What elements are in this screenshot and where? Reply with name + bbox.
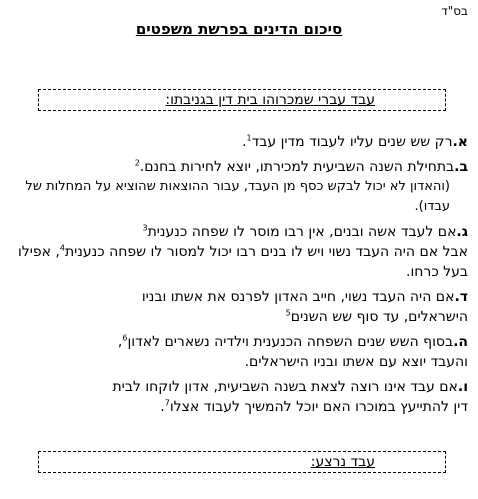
item-text-tail: . [160, 399, 165, 415]
list-item [8, 287, 468, 327]
item-letter: ו. [457, 379, 468, 395]
list-item [8, 157, 468, 217]
rulings-list [8, 132, 468, 422]
item-text-tail: , [117, 334, 123, 350]
item-letter: ד. [454, 289, 468, 305]
item-text-continued [8, 307, 468, 327]
footnote-ref: 7 [164, 398, 170, 408]
item-text: אם היה העבד נשוי, חייב האדון לפרנס את אשתו ובניו [141, 289, 455, 305]
item-text-tail: . [242, 134, 247, 150]
page-title: סיכום הדינים בפרשת משפטים [135, 20, 343, 38]
list-item [8, 222, 468, 282]
footnote-ref: 6 [122, 333, 128, 343]
section-box-hebrew-slave [38, 89, 446, 111]
item-text-continued [8, 242, 468, 282]
item-text-continued [8, 397, 468, 417]
item-text: בסוף השש שנים השפחה הכנענית וילדיה נשארים לאדון [127, 334, 454, 350]
item-text: רק שש שנים עליו לעבוד מדין עבד [251, 134, 453, 150]
footnote-ref: 1 [246, 133, 252, 143]
item-letter: ב. [454, 159, 468, 175]
item-text: אם לעבד אשה ובנים, אין רבו מוסר לו שפחה כנענית [147, 224, 457, 240]
item-text: הישראלים, עד סוף שש השנים [290, 309, 468, 325]
footnote-ref: 4 [59, 243, 65, 253]
item-text: דין להתייעץ במוכרו האם יוכל להמשיך לעבוד אצלו [169, 399, 468, 415]
section-heading: עבד נרצע: [310, 454, 375, 470]
item-letter: ה. [453, 334, 468, 350]
list-item [8, 132, 468, 152]
section-heading: עבד עברי שמכרוהו בית דין בגניבתו: [165, 92, 375, 108]
section-box-pierced-slave [38, 451, 446, 473]
item-text-continued: והעבד יוצא עם אשתו ובניו הישראלים. [244, 354, 468, 370]
item-letter: א. [452, 134, 468, 150]
item-note: (והאדון לא יכול לבקש כסף מן העבד, עבור ההוצאות שהוציא על המחלות של עבדו). [25, 179, 450, 214]
item-text: אם עבד אינו רוצה לצאת בשנה השביעית, אדון לוקחו לבית [112, 379, 458, 395]
footnote-ref: 5 [285, 308, 291, 318]
item-text: בתחילת השנה השביעית למכירתו, יוצא לחירות בחנם. [139, 159, 455, 175]
item-letter: ג. [456, 224, 468, 240]
bsd-header: בס"ד [441, 4, 468, 18]
footnote-ref: 2 [134, 158, 140, 168]
footnote-ref: 3 [142, 223, 148, 233]
list-item [8, 377, 468, 417]
list-item [8, 332, 468, 372]
item-text-tail: , אפילו בעל כרחו. [17, 244, 468, 280]
item-text: אבל אם היה העבד נשוי ויש לו בנים רבו יכול למסור לו שפחה כנענית [64, 244, 468, 260]
